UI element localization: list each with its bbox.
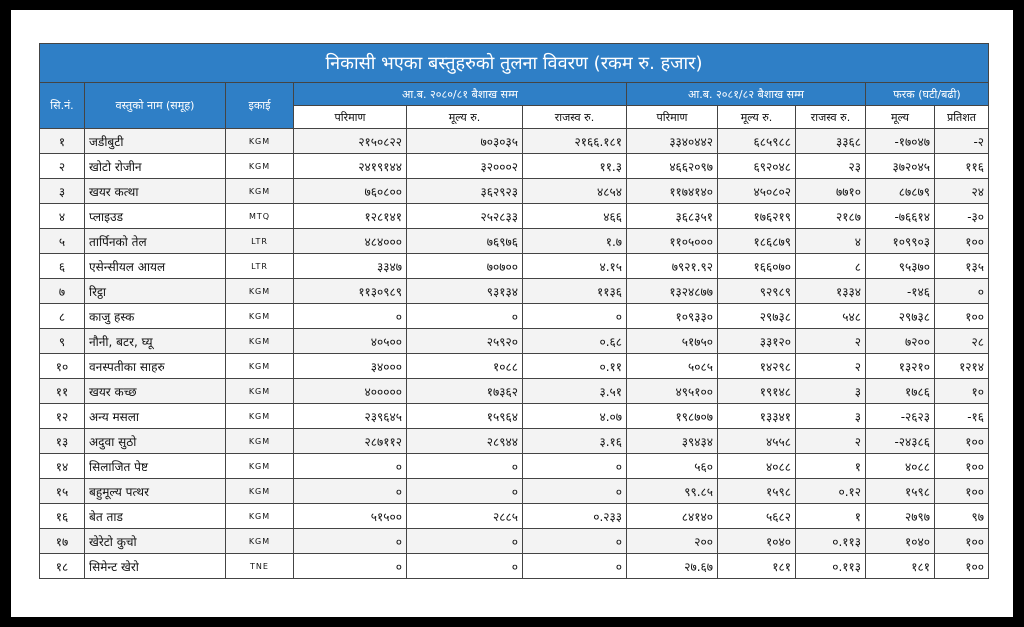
cell-revenue-1: ०: [523, 554, 627, 579]
cell-diff-value: ९५३७०: [866, 254, 935, 279]
cell-percent: १००: [935, 479, 989, 504]
cell-percent: १००: [935, 304, 989, 329]
cell-revenue-2: ४: [796, 229, 866, 254]
table-row: [40, 404, 989, 429]
table-row: [40, 479, 989, 504]
cell-revenue-1: ०.६८: [523, 329, 627, 354]
cell-quantity-2: ५१७५०: [627, 329, 718, 354]
table-row: [40, 204, 989, 229]
header-revenue-2: राजस्व रु.: [796, 106, 866, 129]
cell-value-2: ६९२०४८: [718, 154, 796, 179]
cell-revenue-2: २: [796, 354, 866, 379]
cell-name: खयर कच्छ: [85, 379, 226, 404]
header-sn: सि.नं.: [40, 83, 85, 129]
cell-value-1: ९३१३४: [407, 279, 523, 304]
cell-sn: १३: [40, 429, 85, 454]
header-revenue-1: राजस्व रु.: [523, 106, 627, 129]
cell-sn: १७: [40, 529, 85, 554]
cell-percent: ९७: [935, 504, 989, 529]
header-quantity-1: परिमाण: [294, 106, 407, 129]
cell-quantity-2: ४६६२०९७: [627, 154, 718, 179]
cell-unit: KGM: [226, 279, 294, 304]
cell-revenue-2: २: [796, 329, 866, 354]
cell-name: अदुवा सुठो: [85, 429, 226, 454]
cell-unit: KGM: [226, 154, 294, 179]
cell-sn: ७: [40, 279, 85, 304]
cell-value-2: १७६२१९: [718, 204, 796, 229]
header-unit: इकाई: [226, 83, 294, 129]
cell-revenue-2: १३३४: [796, 279, 866, 304]
cell-revenue-1: ०: [523, 454, 627, 479]
cell-diff-value: १३२१०: [866, 354, 935, 379]
cell-sn: २: [40, 154, 85, 179]
cell-unit: LTR: [226, 254, 294, 279]
cell-revenue-2: १: [796, 504, 866, 529]
header-percent: प्रतिशत: [935, 106, 989, 129]
cell-value-2: १९१४८: [718, 379, 796, 404]
cell-percent: २४: [935, 179, 989, 204]
cell-diff-value: १०४०: [866, 529, 935, 554]
cell-revenue-2: २३: [796, 154, 866, 179]
table-row: [40, 554, 989, 579]
cell-quantity-1: ४०००००: [294, 379, 407, 404]
cell-quantity-1: ७६०८००: [294, 179, 407, 204]
table-row: [40, 304, 989, 329]
cell-percent: १००: [935, 454, 989, 479]
cell-value-2: १५९८: [718, 479, 796, 504]
cell-percent: २८: [935, 329, 989, 354]
cell-unit: KGM: [226, 129, 294, 154]
cell-unit: KGM: [226, 479, 294, 504]
cell-quantity-1: ३४०००: [294, 354, 407, 379]
cell-quantity-2: १९८७०७: [627, 404, 718, 429]
cell-sn: १२: [40, 404, 85, 429]
cell-revenue-1: ४.०७: [523, 404, 627, 429]
cell-diff-value: २७९७: [866, 504, 935, 529]
cell-value-1: १५९६४: [407, 404, 523, 429]
cell-revenue-1: ३.५१: [523, 379, 627, 404]
cell-value-1: १७३६२: [407, 379, 523, 404]
cell-revenue-1: ३.१६: [523, 429, 627, 454]
header-quantity-2: परिमाण: [627, 106, 718, 129]
cell-revenue-1: ४६६: [523, 204, 627, 229]
table-row: [40, 354, 989, 379]
cell-revenue-1: ०: [523, 479, 627, 504]
table-row: [40, 229, 989, 254]
header-value-2: मूल्य रु.: [718, 106, 796, 129]
table-row: [40, 379, 989, 404]
cell-value-2: ९२९८९: [718, 279, 796, 304]
export-comparison-table: [39, 43, 989, 579]
cell-value-1: २८८५: [407, 504, 523, 529]
cell-sn: ५: [40, 229, 85, 254]
table-body: [40, 129, 989, 579]
table-row: [40, 429, 989, 454]
cell-name: एसेन्सीयल आयल: [85, 254, 226, 279]
cell-value-1: ०: [407, 454, 523, 479]
cell-sn: १८: [40, 554, 85, 579]
cell-name: प्लाइउड: [85, 204, 226, 229]
cell-revenue-2: ०.११३: [796, 554, 866, 579]
cell-value-2: १६६०७०: [718, 254, 796, 279]
cell-diff-value: १८१: [866, 554, 935, 579]
cell-value-2: १४२९८: [718, 354, 796, 379]
cell-value-2: ५६८२: [718, 504, 796, 529]
cell-value-2: २९७३८: [718, 304, 796, 329]
cell-unit: KGM: [226, 404, 294, 429]
cell-unit: KGM: [226, 179, 294, 204]
cell-value-2: ४५५८: [718, 429, 796, 454]
cell-sn: ३: [40, 179, 85, 204]
cell-diff-value: -१७०४७: [866, 129, 935, 154]
cell-value-1: ०: [407, 304, 523, 329]
cell-diff-value: ४०८८: [866, 454, 935, 479]
cell-name: सिलाजित पेष्ट: [85, 454, 226, 479]
cell-sn: १०: [40, 354, 85, 379]
cell-diff-value: १५९८: [866, 479, 935, 504]
cell-revenue-1: ०: [523, 304, 627, 329]
cell-percent: १००: [935, 529, 989, 554]
cell-name: नौनी, बटर, घ्यू: [85, 329, 226, 354]
cell-sn: १४: [40, 454, 85, 479]
cell-quantity-1: २१५०८२२: [294, 129, 407, 154]
cell-quantity-2: ३३४०४४२: [627, 129, 718, 154]
cell-revenue-2: ५४८: [796, 304, 866, 329]
cell-quantity-1: ४०५००: [294, 329, 407, 354]
cell-diff-value: -२६२३: [866, 404, 935, 429]
cell-quantity-1: ०: [294, 479, 407, 504]
cell-quantity-2: ११७४१४०: [627, 179, 718, 204]
cell-quantity-2: ८४१४०: [627, 504, 718, 529]
header-period-1: आ.ब. २०८०/८१ बैशाख सम्म: [294, 83, 627, 106]
cell-quantity-1: ३३४७: [294, 254, 407, 279]
cell-revenue-1: २१६६.१८१: [523, 129, 627, 154]
table-row: [40, 454, 989, 479]
cell-sn: ६: [40, 254, 85, 279]
cell-revenue-2: २: [796, 429, 866, 454]
cell-value-1: २८९४४: [407, 429, 523, 454]
table-row: [40, 329, 989, 354]
cell-name: रिट्ठा: [85, 279, 226, 304]
cell-revenue-1: ०.२३३: [523, 504, 627, 529]
cell-quantity-1: ०: [294, 304, 407, 329]
cell-sn: ११: [40, 379, 85, 404]
cell-diff-value: ७२००: [866, 329, 935, 354]
cell-quantity-2: ७९२१.९२: [627, 254, 718, 279]
table-row: [40, 179, 989, 204]
cell-value-2: १३३४१: [718, 404, 796, 429]
cell-value-2: ४०८८: [718, 454, 796, 479]
cell-percent: १२१४: [935, 354, 989, 379]
cell-sn: ९: [40, 329, 85, 354]
cell-percent: १३५: [935, 254, 989, 279]
cell-revenue-2: २१८७: [796, 204, 866, 229]
cell-name: वनस्पतीका साहरु: [85, 354, 226, 379]
cell-quantity-2: ५६०: [627, 454, 718, 479]
cell-value-1: २५२८३३: [407, 204, 523, 229]
cell-quantity-1: २४१९१४४: [294, 154, 407, 179]
cell-revenue-1: ०: [523, 529, 627, 554]
header-value-1: मूल्य रु.: [407, 106, 523, 129]
table-row: [40, 529, 989, 554]
cell-value-1: ०: [407, 529, 523, 554]
header-difference: फरक (घटी/बढी): [866, 83, 989, 106]
cell-quantity-2: ५०८५: [627, 354, 718, 379]
cell-percent: -१६: [935, 404, 989, 429]
table-row: [40, 129, 989, 154]
cell-value-1: ७०३०३५: [407, 129, 523, 154]
cell-unit: KGM: [226, 354, 294, 379]
cell-diff-value: -१४६: [866, 279, 935, 304]
cell-unit: KGM: [226, 504, 294, 529]
cell-value-1: ०: [407, 554, 523, 579]
table-row: [40, 154, 989, 179]
table-row: [40, 504, 989, 529]
cell-value-2: १०४०: [718, 529, 796, 554]
cell-value-1: २५९२०: [407, 329, 523, 354]
cell-value-1: १०८८: [407, 354, 523, 379]
cell-percent: १००: [935, 554, 989, 579]
cell-quantity-1: ०: [294, 554, 407, 579]
cell-revenue-2: १: [796, 454, 866, 479]
cell-name: बहुमूल्य पत्थर: [85, 479, 226, 504]
cell-revenue-1: ११३६: [523, 279, 627, 304]
cell-diff-value: ८७८७९: [866, 179, 935, 204]
cell-unit: KGM: [226, 329, 294, 354]
cell-name: खोटो रोजीन: [85, 154, 226, 179]
cell-revenue-2: ०.११३: [796, 529, 866, 554]
cell-diff-value: -२४३८६: [866, 429, 935, 454]
cell-revenue-1: १.७: [523, 229, 627, 254]
cell-unit: TNE: [226, 554, 294, 579]
cell-diff-value: १७८६: [866, 379, 935, 404]
cell-quantity-2: २००: [627, 529, 718, 554]
cell-quantity-2: १०९३३०: [627, 304, 718, 329]
cell-quantity-2: १३२४८७७: [627, 279, 718, 304]
cell-quantity-1: ११३०९८९: [294, 279, 407, 304]
cell-value-2: १८१: [718, 554, 796, 579]
cell-sn: १६: [40, 504, 85, 529]
cell-unit: KGM: [226, 429, 294, 454]
cell-revenue-2: ०.१२: [796, 479, 866, 504]
cell-unit: LTR: [226, 229, 294, 254]
cell-value-1: ०: [407, 479, 523, 504]
table-title: निकासी भएका बस्तुहरुको तुलना विवरण (रकम रु. हजार): [40, 44, 989, 83]
cell-name: अन्य मसला: [85, 404, 226, 429]
cell-value-2: १८६८७९: [718, 229, 796, 254]
cell-revenue-2: ३३६८: [796, 129, 866, 154]
cell-percent: १००: [935, 429, 989, 454]
cell-revenue-1: ११.३: [523, 154, 627, 179]
cell-percent: १००: [935, 229, 989, 254]
cell-value-2: ६८५९८८: [718, 129, 796, 154]
cell-unit: KGM: [226, 454, 294, 479]
table-row: [40, 254, 989, 279]
cell-unit: KGM: [226, 304, 294, 329]
cell-name: खेरेटो कुचो: [85, 529, 226, 554]
cell-quantity-1: ०: [294, 454, 407, 479]
cell-quantity-1: ४८४०००: [294, 229, 407, 254]
table-row: [40, 279, 989, 304]
document-page: [11, 10, 1013, 617]
cell-quantity-2: ९९.८५: [627, 479, 718, 504]
cell-quantity-2: ११०५०००: [627, 229, 718, 254]
cell-quantity-1: २८७११२: [294, 429, 407, 454]
cell-diff-value: १०९९०३: [866, 229, 935, 254]
cell-quantity-1: १२८१४१: [294, 204, 407, 229]
cell-sn: १५: [40, 479, 85, 504]
cell-name: तार्पिनको तेल: [85, 229, 226, 254]
cell-name: काजु हस्क: [85, 304, 226, 329]
cell-revenue-1: ४.१५: [523, 254, 627, 279]
cell-quantity-2: ४९५१००: [627, 379, 718, 404]
cell-value-1: ३२०००२: [407, 154, 523, 179]
cell-diff-value: -७६६१४: [866, 204, 935, 229]
cell-name: सिमेन्ट खेरो: [85, 554, 226, 579]
cell-unit: KGM: [226, 529, 294, 554]
cell-quantity-2: २७.६७: [627, 554, 718, 579]
cell-unit: KGM: [226, 379, 294, 404]
cell-sn: १: [40, 129, 85, 154]
cell-percent: -३०: [935, 204, 989, 229]
cell-percent: ०: [935, 279, 989, 304]
cell-revenue-2: ३: [796, 379, 866, 404]
cell-percent: ११६: [935, 154, 989, 179]
cell-percent: -२: [935, 129, 989, 154]
cell-revenue-1: ०.११: [523, 354, 627, 379]
cell-quantity-1: ०: [294, 529, 407, 554]
cell-sn: ४: [40, 204, 85, 229]
cell-name: जडीबुटी: [85, 129, 226, 154]
header-period-2: आ.ब. २०८१/८२ बैशाख सम्म: [627, 83, 866, 106]
cell-name: बेत ताड: [85, 504, 226, 529]
cell-diff-value: ३७२०४५: [866, 154, 935, 179]
cell-revenue-2: ३: [796, 404, 866, 429]
cell-revenue-1: ४८५४: [523, 179, 627, 204]
header-diff-value: मूल्य: [866, 106, 935, 129]
cell-value-2: ४५०८०२: [718, 179, 796, 204]
cell-name: खयर कत्था: [85, 179, 226, 204]
cell-value-1: ३६२९२३: [407, 179, 523, 204]
cell-revenue-2: ८: [796, 254, 866, 279]
cell-diff-value: २९७३८: [866, 304, 935, 329]
cell-unit: MTQ: [226, 204, 294, 229]
cell-value-1: ७०७००: [407, 254, 523, 279]
cell-quantity-1: ५१५००: [294, 504, 407, 529]
cell-value-2: ३३१२०: [718, 329, 796, 354]
cell-value-1: ७६९७६: [407, 229, 523, 254]
cell-revenue-2: ७७१०: [796, 179, 866, 204]
cell-quantity-1: २३९६४५: [294, 404, 407, 429]
header-item-name: वस्तुको नाम (समूह): [85, 83, 226, 129]
cell-percent: १०: [935, 379, 989, 404]
cell-quantity-2: ३९४३४: [627, 429, 718, 454]
cell-quantity-2: ३६८३५१: [627, 204, 718, 229]
cell-sn: ८: [40, 304, 85, 329]
